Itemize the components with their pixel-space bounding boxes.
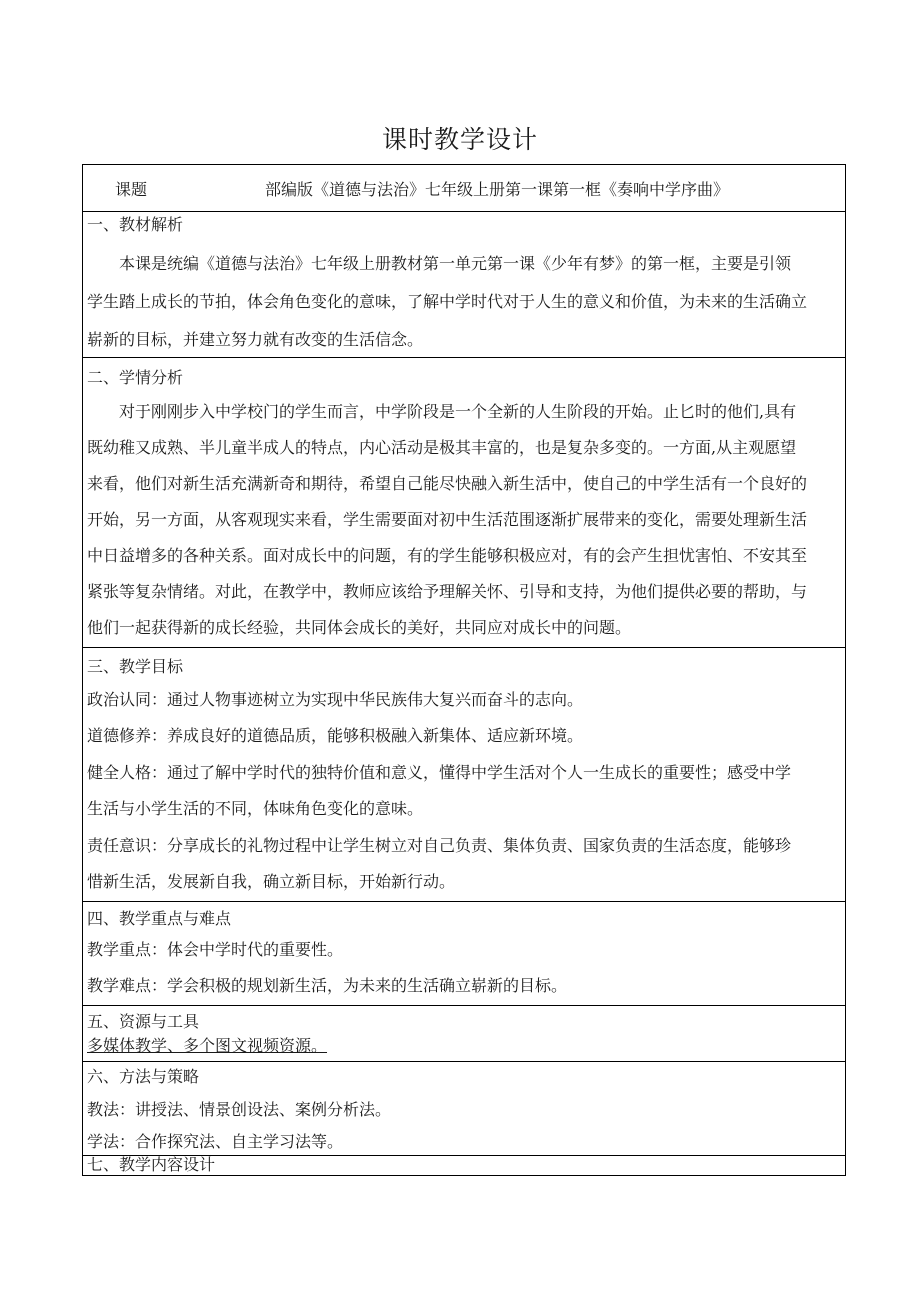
keypoint-line: 教学重点：体会中学时代的重要性。	[87, 940, 344, 959]
resource-line: 多媒体教学、多个图文视频资源。	[87, 1036, 328, 1055]
topic-row	[83, 165, 845, 212]
method-line: 教法：讲授法、情景创设法、案例分析法。	[87, 1100, 392, 1119]
keypoint-line: 教学难点：学会积极的规划新生活，为未来的生活确立崭新的目标。	[87, 976, 568, 995]
topic-label: 课题	[115, 180, 148, 199]
section-heading-resources: 五、资源与工具	[87, 1012, 200, 1031]
design-table	[82, 164, 846, 1176]
section-heading-students: 二、学情分析	[87, 368, 184, 387]
section-heading-content: 七、教学内容设计	[87, 1155, 216, 1174]
divider	[83, 357, 845, 358]
divider	[83, 1005, 845, 1006]
section-heading-methods: 六、方法与策略	[87, 1067, 200, 1086]
paragraph-line: 对于刚刚步入中学校门的学生而言，中学阶段是一个全新的人生阶段的开始。止匕时的他们,具有	[119, 402, 797, 421]
goal-line: 道德修养：养成良好的道德品质，能够积极融入新集体、适应新环境。	[87, 726, 584, 745]
content-area	[83, 211, 845, 1175]
topic-value: 部编版《道德与法治》七年级上册第一课第一框《奏响中学序曲》	[265, 180, 730, 199]
paragraph-line: 他们一起获得新的成长经验，共同体会成长的美好，共同应对成长中的问题。	[87, 618, 632, 637]
paragraph-line: 来看，他们对新生活充满新奇和期待，希望自己能尽快融入新生活中，使自己的中学生活有一个良好的	[87, 474, 808, 493]
paragraph-line: 既幼稚又成熟、半儿童半成人的特点，内心活动是极其丰富的，也是复杂多变的。一方面,从主观愿望	[87, 438, 797, 457]
goal-line: 惜新生活，发展新自我，确立新目标，开始新行动。	[87, 872, 456, 891]
divider	[83, 647, 845, 648]
paragraph-line: 本课是统编《道德与法治》七年级上册教材第一单元第一课《少年有梦》的第一框，主要是引领	[119, 254, 792, 273]
paragraph-line: 学生踏上成长的节拍，体会角色变化的意味，了解中学时代对于人生的意义和价值，为未来的生活确立	[87, 292, 808, 311]
section-heading-materials: 一、教材解析	[87, 215, 184, 234]
goal-line: 健全人格：通过了解中学时代的独特价值和意义，懂得中学生活对个人一生成长的重要性；感受中学	[87, 763, 792, 782]
goal-line: 生活与小学生活的不同，体味角色变化的意味。	[87, 799, 424, 818]
divider	[83, 1061, 845, 1062]
section-heading-goals: 三、教学目标	[87, 657, 184, 676]
page-title: 课时教学设计	[381, 125, 538, 154]
method-line: 学法：合作探究法、自主学习法等。	[87, 1132, 344, 1151]
paragraph-line: 开始，另一方面，从客观现实来看，学生需要面对初中生活范围逐渐扩展带来的变化，需要处理新生活	[87, 510, 808, 529]
paragraph-line: 中日益增多的各种关系。面对成长中的问题，有的学生能够积极应对，有的会产生担忧害怕、不安其至	[87, 546, 808, 565]
divider	[83, 901, 845, 902]
section-heading-keypoints: 四、教学重点与难点	[87, 909, 232, 928]
goal-line: 责任意识：分享成长的礼物过程中让学生树立对自己负责、集体负责、国家负责的生活态度，能够珍	[87, 836, 792, 855]
paragraph-line: 崭新的目标，并建立努力就有改变的生活信念。	[87, 330, 424, 349]
goal-line: 政治认同：通过人物事迹树立为实现中华民族伟大复兴而奋斗的志向。	[87, 690, 584, 709]
paragraph-line: 紧张等复杂情绪。对此，在教学中，教师应该给予理解关怀、引导和支持，为他们提供必要的帮助，与	[87, 582, 808, 601]
